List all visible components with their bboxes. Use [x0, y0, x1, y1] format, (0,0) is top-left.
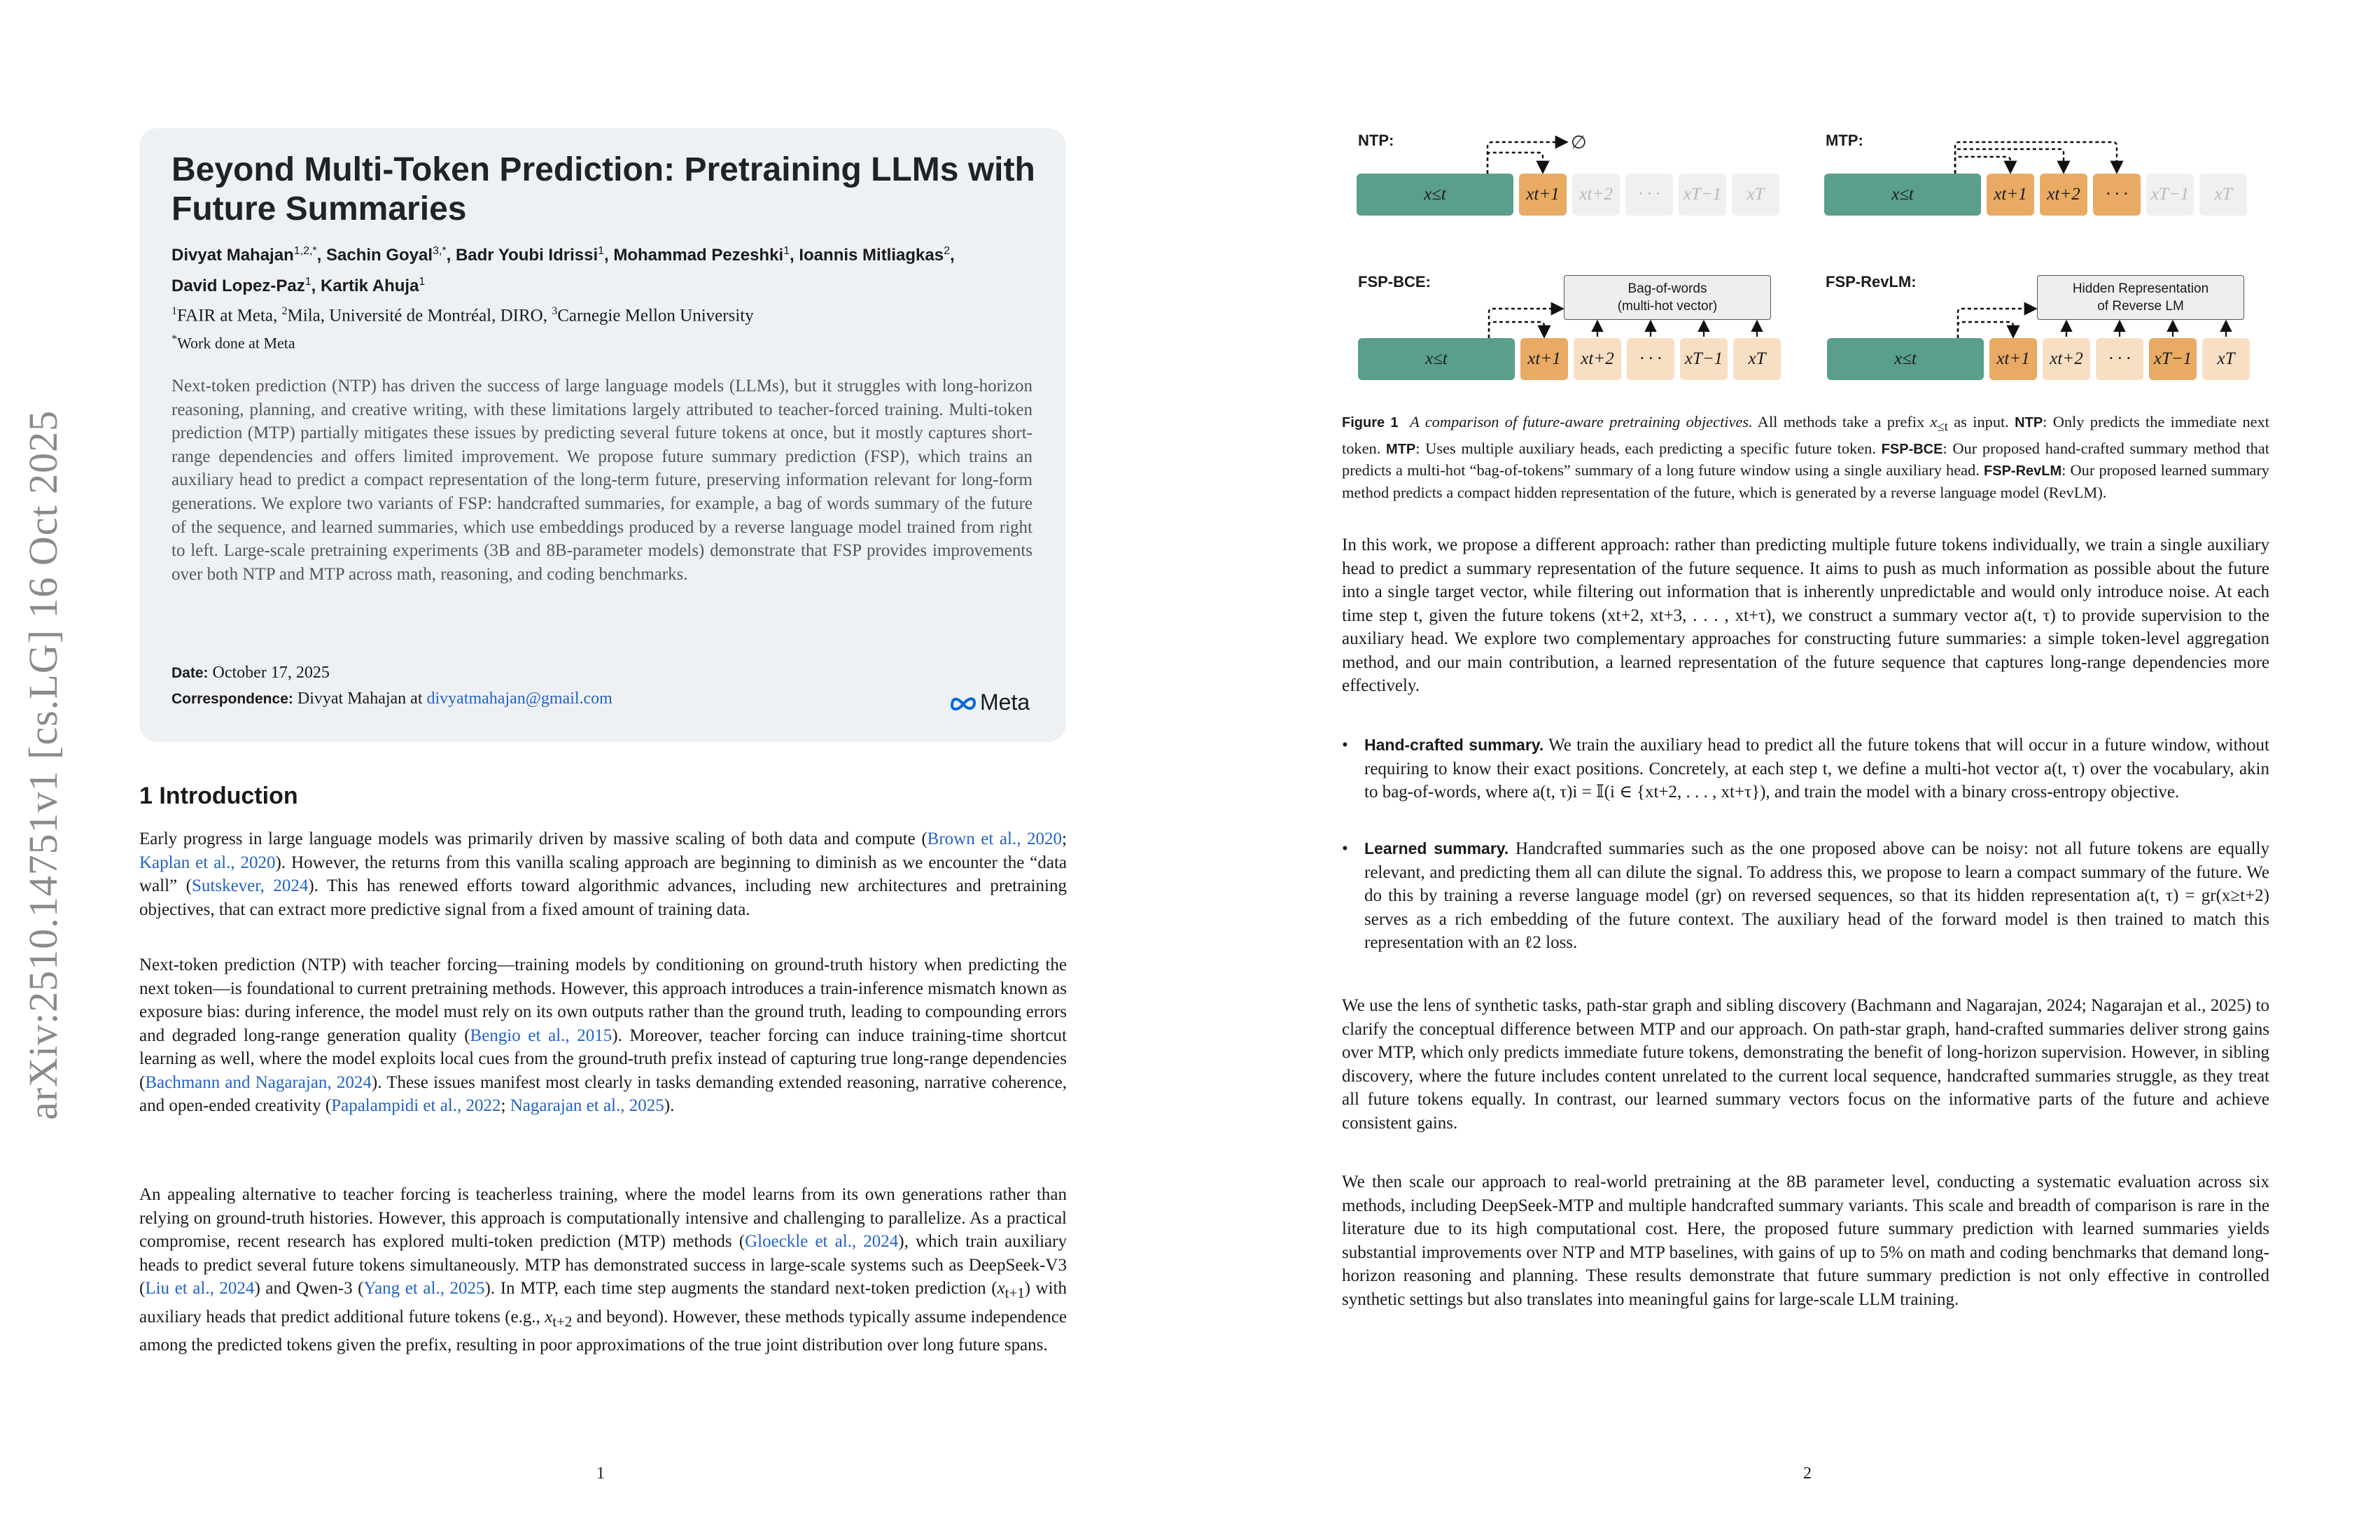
target-label: Bag-of-words [1628, 281, 1707, 296]
bullet-title: Hand-crafted summary. [1364, 736, 1544, 754]
date-value: October 17, 2025 [212, 664, 330, 682]
correspondence-name: Divyat Mahajan at [297, 690, 423, 708]
token-next: xt+1 [1987, 174, 2034, 216]
citation-link[interactable]: Papalampidi et al., 2022 [331, 1096, 501, 1115]
token-prefix: x≤t [1824, 174, 1981, 216]
intro-paragraph-1: Early progress in large language models was primarily driven by massive scaling of both data and compute (Brown et al., 2020; Kaplan et al., 2020). However, the returns from this vanilla scaling approach are beginning to diminish as we encounter the “data wall” (Sutskever, 2024). This has renewed efforts toward algorithmic advances, including new architectures and pretraining objectives, that can extract more predictive signal from a fixed amount of training data. [139, 830, 1067, 919]
authors-line-1: Divyat Mahajan$^{1,2,*}$, Sachin Goyal$^{3,*}$, Badr Youbi Idrissi$^1$, Mohammad Pezeshki$^1$, Ioannis Mitliagkas$^2$, [172, 245, 955, 265]
panel-label-ntp: NTP: [1358, 132, 1394, 149]
figure-caption: Figure 1 A comparison of future-aware pretraining objectives. All methods take a prefix $x_{\le t}$ as input. NTP: Only predicts the immediate next token. MTP: Uses multiple auxiliary heads, each predicting a specific future token. FSP-BCE: Our proposed hand-crafted summary method that predicts a multi-hot “bag-of-tokens” summary of a long future window using a single auxiliary head. FSP-RevLM: Our proposed learned summary method predicts a compact hidden representation of the future, which is generated by a reverse language model (RevLM). [1342, 413, 2270, 501]
citation-link[interactable]: Kaplan et al., 2020 [139, 853, 276, 872]
bullet-dot: • [1342, 839, 1348, 858]
page-number-1: 1 [596, 1464, 605, 1483]
correspondence-label: Correspondence: [172, 691, 293, 707]
paper-title: Beyond Multi-Token Prediction: Pretraining LLMs with Future Summaries [172, 151, 1035, 227]
token-future: xt+2 [1572, 174, 1620, 216]
token-future: xT−1 [2149, 338, 2197, 380]
bullet-learned [1342, 837, 2269, 955]
date-line [172, 664, 330, 682]
token-future: xT [1732, 174, 1779, 216]
token-prefix: x≤t [1827, 338, 1984, 380]
email-link[interactable]: divyatmahajan@gmail.com [426, 690, 612, 708]
reverse-lm-target [2037, 275, 2244, 320]
token-future: xt+2 [2043, 338, 2090, 380]
affiliations [172, 300, 1040, 356]
meta-infinity-icon [949, 694, 977, 711]
arrow-ntp-null [1488, 142, 1565, 174]
citation-link[interactable]: Bengio et al., 2015 [470, 1026, 612, 1045]
citation-link[interactable]: Gloeckle et al., 2024 [745, 1232, 899, 1251]
correspondence-line [172, 690, 612, 708]
abstract-text: Next-token prediction (NTP) has driven the success of large language models (LLMs), but it struggles with long-horizon reasoning, planning, and creative writing, with these limitations largely attributed to teacher-forced training. Multi-token prediction (MTP) partially mitigates these issues by predicting several future tokens at once, but it mostly captures short-range dependencies and offers limited improvement. We propose future summary prediction (FSP), which trains an auxiliary head to predict a compact representation of the long-term future, preserving information relevant for long-form generations. We explore two variants of FSP: handcrafted summaries, for example, a bag of words summary of the future of the sequence, and learned summaries, which use embeddings produced by a reverse language model trained from right to left. Large-scale pretraining experiments (3B and 8B-parameter models) demonstrate that FSP provides improvements over both NTP and MTP across math, reasoning, and coding benchmarks. [172, 377, 1032, 584]
token-next: xt+1 [1520, 338, 1568, 380]
token-ellipsis: · · · [2096, 338, 2143, 380]
token-future: xT [2202, 338, 2250, 380]
arrow-revlm-next [1958, 322, 2013, 338]
token-future: xt+2 [2040, 174, 2087, 216]
token-ellipsis: · · · [2093, 174, 2141, 216]
citation-link[interactable]: Bachmann and Nagarajan, 2024 [145, 1072, 372, 1092]
authors-line-2: David Lopez-Paz$^1$, Kartik Ahuja$^1$ [172, 276, 426, 295]
affiliation-line: $^1$FAIR at Meta, $^2$Mila, Université de Montréal, DIRO, $^3$Carnegie Mellon University [172, 305, 754, 326]
token-prefix: x≤t [1358, 338, 1515, 380]
panel-label-fsp-revlm: FSP-RevLM: [1826, 273, 1917, 290]
token-next: xt+1 [1519, 174, 1567, 216]
body-paragraph-2: We use the lens of synthetic tasks, path-star graph and sibling discovery (Bachmann and Nagarajan, 2024; Nagarajan et al., 2025) to clarify the conceptual difference between MTP and our approach. On path-star graph, hand-crafted summaries deliver strong gains over MTP, which only predicts immediate future tokens, demonstrating the benefit of long-horizon supervision. However, in sibling discovery, where the future includes content unrelated to the current local sequence, handcrafted summaries struggle, as they treat all future tokens equally. In contrast, our learned summary vectors focus on the informative parts of the future and achieve consistent gains. [1342, 996, 2269, 1133]
intro-paragraph-2: Next-token prediction (NTP) with teacher forcing—training models by conditioning on ground-truth history when predicting the next token—is foundational to current pretraining methods. However, this approach introduces a train-inference mismatch known as exposure bias: during inference, the model must rely on its own outputs rather than the ground truth, leading to compounding errors and degraded long-range generation quality (Bengio et al., 2015). Moreover, teacher forcing can induce training-time shortcut learning as well, where the model exploits local cues from the ground-truth prefix instead of capturing true long-range dependencies (Bachmann and Nagarajan, 2024). These issues manifest most clearly in tasks demanding extended reasoning, narrative coherence, and open-ended creativity (Papalampidi et al., 2022; Nagarajan et al., 2025). [139, 955, 1067, 1115]
target-sublabel: of Reverse LM [2097, 299, 2184, 314]
meta-logo [949, 690, 1030, 715]
date-label: Date: [172, 665, 209, 681]
token-future: xT [1733, 338, 1781, 380]
work-note: *Work done at Meta [172, 333, 295, 352]
citation-link[interactable]: Brown et al., 2020 [927, 830, 1063, 848]
bullet-dot: • [1342, 736, 1348, 755]
page-number-2: 2 [1803, 1464, 1812, 1483]
citation-link[interactable]: Liu et al., 2024 [145, 1279, 255, 1298]
token-future: xT−1 [1680, 338, 1728, 380]
token-ellipsis: · · · [1625, 174, 1673, 216]
token-future: xt+2 [1574, 338, 1621, 380]
bullet-text: We train the auxiliary head to predict all the future tokens that will occur in a future window, without requiring to know their exact positions. Concretely, at each step t, we define a multi-hot vector a(t, τ) over the vocabulary, akin to bag-of-words, where a(t, τ)i = 𝕀(i ∈ {xt+2, . . . , xt+τ}), and train the model with a binary cross-entropy objective. [1364, 736, 2270, 802]
citation-link[interactable]: Sutskever, 2024 [191, 876, 309, 895]
token-ellipsis: · · · [1627, 338, 1674, 380]
token-next: xt+1 [1989, 338, 2037, 380]
arxiv-stamp: arXiv:2510.14751v1 [cs.LG] 16 Oct 2025 [20, 410, 66, 1120]
intro-paragraph-3: An appealing alternative to teacher forcing is teacherless training, where the model learns from its own generations rather than relying on ground-truth histories. However, this approach is computationally intensive and challenging to parallelize. As a practical compromise, recent research has explored multi-token prediction (MTP) methods (Gloeckle et al., 2024), which train auxiliary heads to predict several future tokens simultaneously. MTP has demonstrated success in large-scale systems such as DeepSeek-V3 (Liu et al., 2024) and Qwen-3 (Yang et al., 2025). In MTP, each time step augments the standard next-token prediction $(x_{t+1})$ with auxiliary heads that predict additional future tokens (e.g., $x_{t+2}$ and beyond). However, these methods typically assume independence among the predicted tokens given the prefix, resulting in poor approximations of the true joint distribution over long future spans. [139, 1185, 1067, 1354]
section-heading-introduction: 1 Introduction [139, 783, 298, 809]
bullet-text: Handcrafted summaries such as the one proposed above can be noisy: not all future tokens are equally relevant, and predicting them all can dilute the signal. To address this, we propose to learn a compact summary of the future. We do this by training a reverse language model (gr) on reversed sequences, so that its hidden representation a(t, τ) = gr(x≥t+2) serves as a rich embedding of the future context. The auxiliary head of the forward model is then trained to match this representation with an ℓ2 loss. [1364, 839, 2270, 952]
body-paragraph-3: We then scale our approach to real-world pretraining at the 8B parameter level, conducting a systematic evaluation across six methods, including DeepSeek-MTP and multiple handcrafted summary variants. This scale and breadth of comparison is rare in the literature due to its high computational cost. Here, the proposed future summary prediction with learned summaries yields substantial improvements over NTP and MTP baselines, with gains of up to 5% on math and coding benchmarks that demand long-horizon reasoning and planning. These results demonstrate that future summary prediction is not only effective in controlled synthetic settings but also translates into meaningful gains for large-scale LLM training. [1342, 1172, 2269, 1309]
token-future: xT−1 [1679, 174, 1726, 216]
bullet-hand-crafted [1342, 734, 2269, 804]
target-sublabel: (multi-hot vector) [1617, 299, 1718, 314]
token-prefix: x≤t [1357, 174, 1513, 216]
meta-logo-text: Meta [980, 690, 1030, 715]
author-list [172, 238, 1040, 300]
page-2 [1190, 0, 2380, 1540]
token-future: xT−1 [2146, 174, 2194, 216]
token-future: xT [2199, 174, 2247, 216]
arrow-mtp-head [1955, 157, 2010, 174]
arrow-mtp-head [1955, 142, 2117, 174]
arrow-bce-next [1489, 322, 1544, 338]
arrow-revlm-target [1958, 309, 2034, 338]
target-label: Hidden Representation [2072, 281, 2209, 296]
panel-label-mtp: MTP: [1826, 132, 1863, 149]
arrow-ntp-next [1488, 153, 1543, 174]
body-paragraph-1: In this work, we propose a different approach: rather than predicting multiple future tokens individually, we train a single auxiliary head to predict a summary representation of the future sequence. It aims to push as much information as possible about the future into a single target vector, while filtering out information that is inherently unpredictable and would only introduce noise. At each time step t, given the future tokens (xt+2, xt+3, . . . , xt+τ), we construct a summary vector a(t, τ) to provide supervision to the auxiliary head. We explore two complementary approaches for constructing future summaries: a simple token-level aggregation method, and our main contribution, a learned representation of the future sequence that captures long-range dependencies more effectively. [1342, 536, 2269, 695]
bag-of-words-target [1564, 275, 1771, 320]
citation-link[interactable]: Nagarajan et al., 2025 [510, 1096, 664, 1115]
citation-link[interactable]: Yang et al., 2025 [363, 1279, 485, 1298]
arrow-bce-target [1489, 309, 1561, 338]
arrow-mtp-head [1955, 149, 2064, 174]
null-symbol: ∅ [1571, 132, 1587, 153]
bullet-title: Learned summary. [1364, 839, 1509, 858]
panel-label-fsp-bce: FSP-BCE: [1358, 273, 1431, 290]
